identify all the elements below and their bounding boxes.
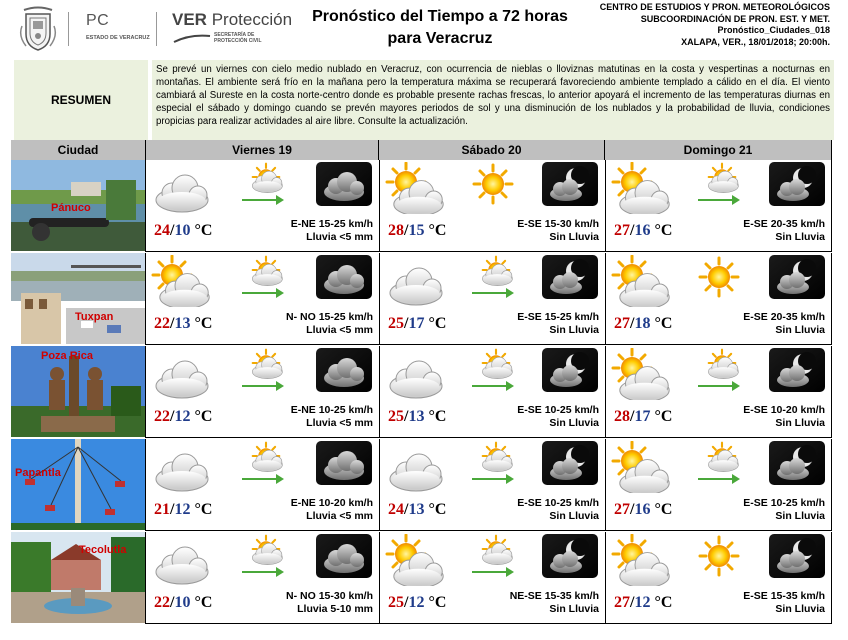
state-seal-logo — [18, 6, 58, 52]
column-header-day3: Domingo 21 — [605, 140, 832, 160]
forecast-cell — [605, 346, 832, 438]
wind-forecast: E-SE 20-35 km/h — [743, 311, 825, 323]
ver-logo-subtitle-1: SECRETARÍA DE — [214, 32, 255, 38]
wind-forecast: E-SE 15-25 km/h — [517, 311, 599, 323]
partly-cloudy-night-icon — [769, 348, 825, 392]
rain-forecast: Sin Lluvia — [775, 417, 825, 429]
temperature-range — [154, 222, 212, 240]
page-title-line1: Pronóstico del Tiempo a 72 horas — [312, 8, 568, 25]
wind-rain-info — [743, 404, 825, 430]
forecast-cell — [605, 253, 832, 345]
partly-cloudy-arrow-icon — [470, 534, 516, 578]
rain-forecast: Sin Lluvia — [549, 231, 599, 243]
rain-forecast: Sin Lluvia — [775, 324, 825, 336]
pc-logo — [86, 12, 150, 41]
table-row — [11, 439, 832, 531]
partly-cloudy-arrow-icon — [696, 441, 742, 485]
issuer-date: XALAPA, VER., 18/01/2018; 20:00h. — [681, 36, 830, 47]
max-temp: 24 — [388, 501, 404, 518]
city-name: Tecolutla — [79, 544, 127, 556]
wind-rain-info — [286, 590, 373, 616]
partly-cloudy-icon — [610, 534, 672, 586]
ver-logo-bold: VER — [172, 10, 207, 29]
rain-forecast: Lluvia <5 mm — [306, 231, 373, 243]
cloudy-night-icon — [316, 441, 372, 485]
partly-cloudy-icon — [610, 441, 672, 493]
wind-rain-info — [743, 311, 825, 337]
partly-cloudy-arrow-icon — [470, 348, 516, 392]
min-temp: 13 — [408, 501, 425, 518]
temperature-range — [614, 594, 672, 612]
column-header-city: Ciudad — [11, 140, 145, 160]
temp-unit: °C — [428, 408, 447, 425]
partly-cloudy-night-icon — [769, 255, 825, 299]
temp-separator: / — [404, 501, 409, 518]
partly-cloudy-night-icon — [769, 162, 825, 206]
forecast-cell — [145, 160, 379, 252]
temp-unit: °C — [654, 408, 673, 425]
min-temp: 16 — [634, 222, 651, 239]
min-temp: 16 — [634, 501, 651, 518]
wind-forecast: E-SE 15-35 km/h — [743, 590, 825, 602]
wind-forecast: E-NE 10-20 km/h — [290, 497, 373, 509]
city-name: Tuxpan — [75, 311, 114, 323]
partly-cloudy-arrow-icon — [240, 162, 286, 206]
max-temp: 22 — [154, 408, 170, 425]
partly-cloudy-arrow-icon — [470, 441, 516, 485]
min-temp: 10 — [174, 222, 191, 239]
min-temp: 12 — [634, 594, 651, 611]
temp-separator: / — [404, 222, 409, 239]
rain-forecast: Sin Lluvia — [775, 231, 825, 243]
partly-cloudy-night-icon — [542, 255, 598, 299]
rain-forecast: Sin Lluvia — [775, 510, 825, 522]
summary-box — [12, 58, 832, 138]
forecast-cell — [145, 532, 379, 624]
temp-separator: / — [404, 594, 409, 611]
wind-rain-info — [743, 590, 825, 616]
temperature-range — [154, 408, 212, 426]
temp-unit: °C — [654, 315, 673, 332]
temperature-range — [154, 501, 212, 519]
partly-cloudy-arrow-icon — [470, 255, 516, 299]
temp-unit: °C — [654, 501, 673, 518]
max-temp: 27 — [614, 315, 630, 332]
partly-cloudy-arrow-icon — [240, 348, 286, 392]
max-temp: 22 — [154, 594, 170, 611]
wind-forecast: N- NO 15-25 km/h — [286, 311, 373, 323]
wind-rain-info — [517, 311, 599, 337]
cloudy-icon — [150, 441, 212, 493]
partly-cloudy-icon — [384, 534, 446, 586]
temp-unit: °C — [654, 594, 673, 611]
cloudy-icon — [150, 534, 212, 586]
partly-cloudy-arrow-icon — [240, 441, 286, 485]
wind-rain-info — [517, 497, 599, 523]
column-header-day1: Viernes 19 — [145, 140, 379, 160]
wind-rain-info — [291, 404, 373, 430]
wind-rain-info — [743, 497, 825, 523]
table-row — [11, 253, 832, 345]
temp-unit: °C — [194, 594, 213, 611]
max-temp: 27 — [614, 594, 630, 611]
temp-unit: °C — [194, 222, 213, 239]
max-temp: 25 — [388, 594, 404, 611]
rain-forecast: Sin Lluvia — [549, 603, 599, 615]
partly-cloudy-night-icon — [542, 534, 598, 578]
page-header — [0, 0, 848, 56]
rain-forecast: Sin Lluvia — [549, 417, 599, 429]
wind-rain-info — [291, 497, 373, 523]
partly-cloudy-icon — [610, 348, 672, 400]
min-temp: 12 — [174, 501, 191, 518]
forecast-cell — [145, 346, 379, 438]
wind-forecast: E-SE 10-25 km/h — [517, 497, 599, 509]
sunny-icon — [696, 255, 742, 299]
forecast-cell — [605, 439, 832, 531]
wind-rain-info — [517, 218, 599, 244]
wind-forecast: N- NO 15-30 km/h — [286, 590, 373, 602]
wind-forecast: NE-SE 15-35 km/h — [509, 590, 599, 602]
partly-cloudy-night-icon — [542, 441, 598, 485]
partly-cloudy-icon — [384, 162, 446, 214]
forecast-cell — [605, 160, 832, 252]
max-temp: 28 — [388, 222, 404, 239]
city-photo — [11, 160, 145, 251]
partly-cloudy-arrow-icon — [696, 162, 742, 206]
wind-forecast: E-SE 10-25 km/h — [517, 404, 599, 416]
temperature-range — [388, 222, 446, 240]
partly-cloudy-arrow-icon — [240, 534, 286, 578]
forecast-cell — [379, 253, 605, 345]
issuer-line2: SUBCOORDINACIÓN DE PRON. EST. Y MET. — [640, 13, 830, 24]
temperature-range — [614, 315, 672, 333]
min-temp: 15 — [408, 222, 425, 239]
partly-cloudy-arrow-icon — [696, 348, 742, 392]
wind-forecast: E-SE 20-35 km/h — [743, 218, 825, 230]
min-temp: 18 — [634, 315, 651, 332]
temperature-range — [154, 594, 212, 612]
temp-separator: / — [630, 315, 635, 332]
wind-forecast: E-SE 15-30 km/h — [517, 218, 599, 230]
temp-unit: °C — [428, 222, 447, 239]
forecast-cell — [379, 160, 605, 252]
partly-cloudy-night-icon — [769, 534, 825, 578]
forecast-cell — [379, 532, 605, 624]
min-temp: 10 — [174, 594, 191, 611]
temp-unit: °C — [428, 501, 447, 518]
temp-separator: / — [170, 222, 175, 239]
rain-forecast: Sin Lluvia — [549, 510, 599, 522]
ver-proteccion-logo — [172, 10, 293, 44]
partly-cloudy-night-icon — [542, 162, 598, 206]
summary-text: Se prevé un viernes con cielo medio nublado en Veracruz, con ocurrencia de nieblas o lloviznas matutinas en la costa y vespertinas a nocturnas en montañas. El ambiente será frío en la mañana pero la temperatura máxima se recuperará favoreciendo ambiente templado a cálido en el día. El viento cambiará al Sureste en la costa norte-centro donde es probable presente rachas frescas, lo anterior apoyará el incremento de las temperaturas diurnas en especial el sábado y domingo cuando se prevén mayores periodos de sol y una disminución de los nublados y la probabilidad de lluvia, condiciones propicias para realizar actividades al aire libre. Consulte la actualización. — [152, 60, 834, 140]
city-photo — [11, 532, 145, 623]
temp-separator: / — [170, 315, 175, 332]
max-temp: 21 — [154, 501, 170, 518]
temp-separator: / — [630, 594, 635, 611]
min-temp: 12 — [174, 408, 191, 425]
cloudy-icon — [150, 162, 212, 214]
forecast-cell — [145, 439, 379, 531]
temp-unit: °C — [194, 501, 213, 518]
temp-separator: / — [630, 222, 635, 239]
city-photo — [11, 253, 145, 344]
column-header-day2: Sábado 20 — [379, 140, 605, 160]
cloudy-icon — [384, 255, 446, 307]
issuer-line3: Pronóstico_Ciudades_018 — [717, 25, 830, 35]
city-name: Pánuco — [51, 202, 91, 214]
forecast-cell — [145, 253, 379, 345]
forecast-cell — [605, 532, 832, 624]
temp-unit: °C — [654, 222, 673, 239]
cloudy-icon — [150, 348, 212, 400]
max-temp: 22 — [154, 315, 170, 332]
temp-separator: / — [170, 501, 175, 518]
min-temp: 13 — [174, 315, 191, 332]
table-row — [11, 346, 832, 438]
temp-separator: / — [630, 501, 635, 518]
temp-separator: / — [630, 408, 635, 425]
wind-rain-info — [743, 218, 825, 244]
temperature-range — [614, 501, 672, 519]
rain-forecast: Lluvia <5 mm — [306, 417, 373, 429]
pc-logo-subtitle: ESTADO DE VERACRUZ — [86, 35, 150, 41]
issuer-line1: CENTRO DE ESTUDIOS Y PRON. METEOROLÓGICOS — [599, 2, 830, 12]
wind-forecast: E-SE 10-25 km/h — [743, 497, 825, 509]
temperature-range — [614, 222, 672, 240]
ver-swoosh-icon — [172, 32, 212, 46]
cloudy-night-icon — [316, 348, 372, 392]
header-divider — [68, 12, 69, 46]
temp-separator: / — [170, 594, 175, 611]
partly-cloudy-night-icon — [542, 348, 598, 392]
min-temp: 12 — [408, 594, 425, 611]
temp-separator: / — [170, 408, 175, 425]
temp-separator: / — [404, 315, 409, 332]
partly-cloudy-night-icon — [769, 441, 825, 485]
temperature-range — [388, 315, 446, 333]
temp-unit: °C — [428, 594, 447, 611]
wind-rain-info — [517, 404, 599, 430]
temperature-range — [154, 315, 212, 333]
city-name: Papantla — [15, 467, 61, 479]
max-temp: 25 — [388, 315, 404, 332]
temp-unit: °C — [194, 408, 213, 425]
cloudy-night-icon — [316, 162, 372, 206]
header-divider — [156, 12, 157, 46]
max-temp: 27 — [614, 222, 630, 239]
partly-cloudy-icon — [610, 255, 672, 307]
temp-separator: / — [404, 408, 409, 425]
partly-cloudy-icon — [150, 255, 212, 307]
temperature-range — [388, 501, 446, 519]
temperature-range — [388, 594, 446, 612]
table-header — [11, 140, 832, 160]
rain-forecast: Sin Lluvia — [549, 324, 599, 336]
cloudy-icon — [384, 441, 446, 493]
temperature-range — [614, 408, 672, 426]
rain-forecast: Lluvia <5 mm — [306, 324, 373, 336]
rain-forecast: Lluvia <5 mm — [306, 510, 373, 522]
forecast-cell — [379, 439, 605, 531]
max-temp: 28 — [614, 408, 630, 425]
wind-rain-info — [286, 311, 373, 337]
summary-label: RESUMEN — [14, 60, 150, 140]
table-row — [11, 532, 832, 624]
issuer-info — [570, 2, 830, 48]
wind-forecast: E-SE 10-20 km/h — [743, 404, 825, 416]
partly-cloudy-arrow-icon — [240, 255, 286, 299]
sunny-icon — [470, 162, 516, 206]
city-name: Poza Rica — [41, 350, 93, 362]
wind-rain-info — [291, 218, 373, 244]
ver-logo-subtitle-2: PROTECCIÓN CIVIL — [214, 38, 262, 44]
city-photo — [11, 346, 145, 437]
temp-unit: °C — [428, 315, 447, 332]
pc-logo-text: PC — [86, 12, 110, 29]
forecast-cell — [379, 346, 605, 438]
wind-forecast: E-NE 10-25 km/h — [290, 404, 373, 416]
cloudy-night-icon — [316, 255, 372, 299]
temperature-range — [388, 408, 446, 426]
page-title-line2: para Veracruz — [387, 30, 493, 47]
cloudy-night-icon — [316, 534, 372, 578]
rain-forecast: Lluvia 5-10 mm — [297, 603, 373, 615]
wind-forecast: E-NE 15-25 km/h — [290, 218, 373, 230]
max-temp: 24 — [154, 222, 170, 239]
partly-cloudy-icon — [610, 162, 672, 214]
temp-unit: °C — [194, 315, 213, 332]
max-temp: 27 — [614, 501, 630, 518]
min-temp: 17 — [634, 408, 651, 425]
max-temp: 25 — [388, 408, 404, 425]
page-title — [290, 6, 590, 50]
ver-logo-word: Protección — [211, 10, 293, 29]
table-row — [11, 160, 832, 252]
cloudy-icon — [384, 348, 446, 400]
min-temp: 13 — [408, 408, 425, 425]
rain-forecast: Sin Lluvia — [775, 603, 825, 615]
city-photo — [11, 439, 145, 530]
wind-rain-info — [510, 590, 599, 616]
min-temp: 17 — [408, 315, 425, 332]
sunny-icon — [696, 534, 742, 578]
